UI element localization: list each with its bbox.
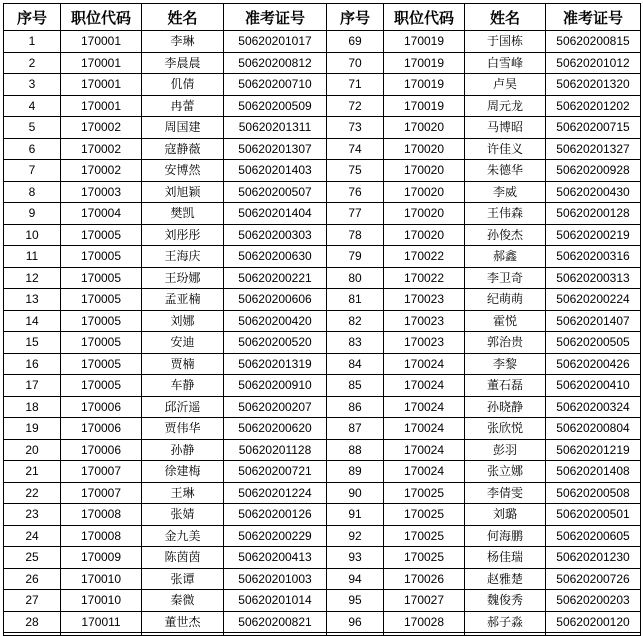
header-seq: 序号 (4, 4, 61, 31)
cell-position-code: 170020 (384, 181, 465, 203)
cell-position-code: 170005 (61, 246, 142, 268)
cell-position-code: 170010 (61, 568, 142, 590)
cell-name: 金九美 (142, 525, 224, 547)
cell-seq: 88 (327, 439, 384, 461)
cell-exam-number: 50620200410 (546, 375, 641, 397)
cell-exam-number: 50620200505 (546, 332, 641, 354)
cell-position-code: 170005 (61, 224, 142, 246)
cell-exam-number: 50620200420 (224, 310, 327, 332)
cell-position-code: 170026 (384, 568, 465, 590)
header-row (4, 4, 641, 31)
cell-name: 周元龙 (465, 95, 546, 117)
cell-cropped (384, 633, 465, 636)
cell-name: 孙俊杰 (465, 224, 546, 246)
table-row (4, 267, 641, 289)
cell-position-code: 170023 (384, 332, 465, 354)
header-name: 姓名 (465, 4, 546, 31)
cell-name: 何海鹏 (465, 525, 546, 547)
cell-position-code: 170024 (384, 461, 465, 483)
cell-position-code: 170024 (384, 375, 465, 397)
cell-position-code: 170002 (61, 160, 142, 182)
table-row (4, 95, 641, 117)
cell-exam-number: 50620200520 (224, 332, 327, 354)
cell-exam-number: 50620200126 (224, 504, 327, 526)
cell-cropped (327, 633, 384, 636)
cell-seq: 16 (4, 353, 61, 375)
cell-position-code: 170001 (61, 95, 142, 117)
cell-seq: 3 (4, 74, 61, 96)
cell-cropped (224, 633, 327, 636)
cell-name: 魏俊秀 (465, 590, 546, 612)
cell-cropped (4, 633, 61, 636)
cell-position-code: 170005 (61, 310, 142, 332)
cell-seq: 20 (4, 439, 61, 461)
cell-position-code: 170003 (61, 181, 142, 203)
cell-name: 纪萌萌 (465, 289, 546, 311)
cell-name: 邱沂遥 (142, 396, 224, 418)
cell-seq: 2 (4, 52, 61, 74)
cell-name: 王琳 (142, 482, 224, 504)
cell-name: 彭羽 (465, 439, 546, 461)
cell-exam-number: 50620201320 (546, 74, 641, 96)
cell-exam-number: 50620200726 (546, 568, 641, 590)
cell-name: 朱德华 (465, 160, 546, 182)
table-row (4, 289, 641, 311)
cell-position-code: 170005 (61, 353, 142, 375)
table-row (4, 160, 641, 182)
cell-name: 李晨晨 (142, 52, 224, 74)
cell-exam-number: 50620201407 (546, 310, 641, 332)
table-row (4, 396, 641, 418)
cell-position-code: 170008 (61, 525, 142, 547)
cell-position-code: 170023 (384, 289, 465, 311)
cell-seq: 22 (4, 482, 61, 504)
cell-name: 刘娜 (142, 310, 224, 332)
cell-position-code: 170002 (61, 117, 142, 139)
cell-name: 郭治贵 (465, 332, 546, 354)
cell-seq: 4 (4, 95, 61, 117)
cell-exam-number: 50620200821 (224, 611, 327, 633)
table-row (4, 181, 641, 203)
cell-exam-number: 50620200804 (546, 418, 641, 440)
cell-exam-number: 50620200324 (546, 396, 641, 418)
header-position-code: 职位代码 (61, 4, 142, 31)
cell-position-code: 170022 (384, 267, 465, 289)
table-row (4, 568, 641, 590)
cell-position-code: 170024 (384, 396, 465, 418)
table-row (4, 504, 641, 526)
cell-name: 刘旭颖 (142, 181, 224, 203)
cell-position-code: 170025 (384, 547, 465, 569)
cell-name: 董石磊 (465, 375, 546, 397)
cell-name: 张谭 (142, 568, 224, 590)
cell-seq: 21 (4, 461, 61, 483)
cell-seq: 78 (327, 224, 384, 246)
cell-exam-number: 50620200303 (224, 224, 327, 246)
cell-seq: 79 (327, 246, 384, 268)
table-row (4, 525, 641, 547)
cell-name: 张立娜 (465, 461, 546, 483)
cell-seq: 28 (4, 611, 61, 633)
cell-name: 郝鑫 (465, 246, 546, 268)
cell-position-code: 170025 (384, 504, 465, 526)
table-row (4, 74, 641, 96)
cell-seq: 76 (327, 181, 384, 203)
cell-position-code: 170020 (384, 117, 465, 139)
cell-exam-number: 50620201012 (546, 52, 641, 74)
cell-seq: 80 (327, 267, 384, 289)
cell-position-code: 170009 (61, 547, 142, 569)
cell-position-code: 170005 (61, 289, 142, 311)
cell-seq: 26 (4, 568, 61, 590)
header-exam-number: 准考证号 (546, 4, 641, 31)
cell-seq: 90 (327, 482, 384, 504)
header-exam-number: 准考证号 (224, 4, 327, 31)
cell-exam-number: 50620200715 (546, 117, 641, 139)
cell-name: 郝子淼 (465, 611, 546, 633)
cell-exam-number: 50620200721 (224, 461, 327, 483)
cell-seq: 74 (327, 138, 384, 160)
cell-position-code: 170002 (61, 138, 142, 160)
table-row (4, 310, 641, 332)
cell-name: 于国栋 (465, 31, 546, 53)
cell-seq: 11 (4, 246, 61, 268)
cell-seq: 85 (327, 375, 384, 397)
cell-name: 樊凯 (142, 203, 224, 225)
cell-position-code: 170007 (61, 461, 142, 483)
cell-position-code: 170024 (384, 353, 465, 375)
cell-exam-number: 50620200128 (546, 203, 641, 225)
cell-exam-number: 50620200606 (224, 289, 327, 311)
cell-name: 王伟森 (465, 203, 546, 225)
cell-exam-number: 50620200815 (546, 31, 641, 53)
table-row (4, 439, 641, 461)
cell-position-code: 170007 (61, 482, 142, 504)
cell-seq: 15 (4, 332, 61, 354)
cell-seq: 1 (4, 31, 61, 53)
cell-name: 董世杰 (142, 611, 224, 633)
cell-seq: 71 (327, 74, 384, 96)
table-row (4, 353, 641, 375)
cell-seq: 10 (4, 224, 61, 246)
cell-exam-number: 50620200812 (224, 52, 327, 74)
cell-seq: 23 (4, 504, 61, 526)
cell-seq: 93 (327, 547, 384, 569)
table-row (4, 138, 641, 160)
cell-name: 安博然 (142, 160, 224, 182)
cell-seq: 94 (327, 568, 384, 590)
cell-seq: 18 (4, 396, 61, 418)
cell-name: 霍悦 (465, 310, 546, 332)
cell-name: 刘彤彤 (142, 224, 224, 246)
cell-name: 刘璐 (465, 504, 546, 526)
cell-exam-number: 50620200508 (546, 482, 641, 504)
table-row (4, 117, 641, 139)
cell-name: 王玢娜 (142, 267, 224, 289)
cell-exam-number: 50620200605 (546, 525, 641, 547)
cell-exam-number: 50620201408 (546, 461, 641, 483)
cell-exam-number: 50620200710 (224, 74, 327, 96)
cell-name: 许佳义 (465, 138, 546, 160)
cell-exam-number: 50620200426 (546, 353, 641, 375)
cell-seq: 72 (327, 95, 384, 117)
cell-exam-number: 50620200928 (546, 160, 641, 182)
cell-seq: 84 (327, 353, 384, 375)
cell-position-code: 170019 (384, 95, 465, 117)
table-row (4, 482, 641, 504)
cell-cropped (465, 633, 546, 636)
cell-seq: 27 (4, 590, 61, 612)
table-row (4, 461, 641, 483)
cell-name: 赵雅楚 (465, 568, 546, 590)
cell-seq: 8 (4, 181, 61, 203)
cell-exam-number: 50620201219 (546, 439, 641, 461)
cell-exam-number: 50620201003 (224, 568, 327, 590)
cell-position-code: 170004 (61, 203, 142, 225)
cell-seq: 70 (327, 52, 384, 74)
cell-name: 王海庆 (142, 246, 224, 268)
cell-seq: 14 (4, 310, 61, 332)
cell-name: 秦微 (142, 590, 224, 612)
cell-position-code: 170022 (384, 246, 465, 268)
cell-position-code: 170028 (384, 611, 465, 633)
cell-position-code: 170005 (61, 267, 142, 289)
cell-position-code: 170010 (61, 590, 142, 612)
cell-name: 李倩雯 (465, 482, 546, 504)
cell-seq: 92 (327, 525, 384, 547)
cell-seq: 87 (327, 418, 384, 440)
cell-name: 周国建 (142, 117, 224, 139)
cell-seq: 91 (327, 504, 384, 526)
cell-position-code: 170005 (61, 375, 142, 397)
cell-name: 马博昭 (465, 117, 546, 139)
cell-name: 寇静薇 (142, 138, 224, 160)
cell-cropped (61, 633, 142, 636)
cell-position-code: 170023 (384, 310, 465, 332)
table-row (4, 375, 641, 397)
cell-position-code: 170008 (61, 504, 142, 526)
cell-position-code: 170001 (61, 74, 142, 96)
cell-name: 李琳 (142, 31, 224, 53)
cell-exam-number: 50620200203 (546, 590, 641, 612)
cell-seq: 9 (4, 203, 61, 225)
cell-seq: 77 (327, 203, 384, 225)
table-row (4, 203, 641, 225)
cell-exam-number: 50620200229 (224, 525, 327, 547)
table-row (4, 31, 641, 53)
cell-name: 杨佳瑞 (465, 547, 546, 569)
cell-name: 李卫奇 (465, 267, 546, 289)
header-name: 姓名 (142, 4, 224, 31)
table-row (4, 246, 641, 268)
table-row (4, 224, 641, 246)
cell-seq: 75 (327, 160, 384, 182)
cell-exam-number: 50620201311 (224, 117, 327, 139)
cell-exam-number: 50620200313 (546, 267, 641, 289)
cell-seq: 89 (327, 461, 384, 483)
cell-name: 孙晓静 (465, 396, 546, 418)
cell-exam-number: 50620200501 (546, 504, 641, 526)
cell-seq: 95 (327, 590, 384, 612)
cell-position-code: 170027 (384, 590, 465, 612)
cell-exam-number: 50620200120 (546, 611, 641, 633)
cell-seq: 86 (327, 396, 384, 418)
cell-seq: 81 (327, 289, 384, 311)
cell-name: 仉倩 (142, 74, 224, 96)
cell-position-code: 170019 (384, 74, 465, 96)
cell-position-code: 170019 (384, 31, 465, 53)
cell-exam-number: 50620200316 (546, 246, 641, 268)
cell-position-code: 170024 (384, 418, 465, 440)
cell-name: 安迪 (142, 332, 224, 354)
cell-position-code: 170025 (384, 482, 465, 504)
header-position-code: 职位代码 (384, 4, 465, 31)
cell-position-code: 170005 (61, 332, 142, 354)
cell-exam-number: 50620200219 (546, 224, 641, 246)
cell-exam-number: 50620200430 (546, 181, 641, 203)
cell-name: 张婧 (142, 504, 224, 526)
cell-exam-number: 50620201230 (546, 547, 641, 569)
cell-exam-number: 50620201403 (224, 160, 327, 182)
cell-cropped (546, 633, 641, 636)
cell-exam-number: 50620200630 (224, 246, 327, 268)
cell-position-code: 170019 (384, 52, 465, 74)
cell-position-code: 170020 (384, 160, 465, 182)
cell-seq: 82 (327, 310, 384, 332)
cell-seq: 13 (4, 289, 61, 311)
cell-seq: 73 (327, 117, 384, 139)
cell-exam-number: 50620200413 (224, 547, 327, 569)
cell-seq: 24 (4, 525, 61, 547)
cell-position-code: 170006 (61, 418, 142, 440)
cell-exam-number: 50620201404 (224, 203, 327, 225)
cell-exam-number: 50620200620 (224, 418, 327, 440)
cell-name: 白雪峰 (465, 52, 546, 74)
table-row-cropped (4, 633, 641, 636)
cell-exam-number: 50620200207 (224, 396, 327, 418)
cell-seq: 19 (4, 418, 61, 440)
table-row (4, 590, 641, 612)
cell-name: 张欣悦 (465, 418, 546, 440)
table-row (4, 52, 641, 74)
cell-name: 徐建梅 (142, 461, 224, 483)
cell-exam-number: 50620201307 (224, 138, 327, 160)
cell-exam-number: 50620200221 (224, 267, 327, 289)
cell-name: 车静 (142, 375, 224, 397)
cell-name: 陈茵茵 (142, 547, 224, 569)
cell-seq: 69 (327, 31, 384, 53)
cell-position-code: 170024 (384, 439, 465, 461)
table-row (4, 611, 641, 633)
cell-position-code: 170020 (384, 203, 465, 225)
cell-name: 孙静 (142, 439, 224, 461)
cell-exam-number: 50620200910 (224, 375, 327, 397)
cell-name: 孟亚楠 (142, 289, 224, 311)
cell-exam-number: 50620200509 (224, 95, 327, 117)
cell-position-code: 170006 (61, 396, 142, 418)
table-row (4, 547, 641, 569)
table-row (4, 418, 641, 440)
cell-position-code: 170006 (61, 439, 142, 461)
cell-position-code: 170020 (384, 138, 465, 160)
cell-name: 贾伟华 (142, 418, 224, 440)
cell-position-code: 170025 (384, 525, 465, 547)
cell-exam-number: 50620201202 (546, 95, 641, 117)
candidate-table (3, 3, 641, 636)
cell-name: 卢昊 (465, 74, 546, 96)
cell-exam-number: 50620201319 (224, 353, 327, 375)
cell-exam-number: 50620200224 (546, 289, 641, 311)
cell-seq: 12 (4, 267, 61, 289)
cell-exam-number: 50620201327 (546, 138, 641, 160)
cell-exam-number: 50620201128 (224, 439, 327, 461)
header-seq: 序号 (327, 4, 384, 31)
cell-name: 贾楠 (142, 353, 224, 375)
cell-position-code: 170001 (61, 52, 142, 74)
cell-seq: 17 (4, 375, 61, 397)
cell-name: 李黎 (465, 353, 546, 375)
cell-seq: 96 (327, 611, 384, 633)
cell-cropped (142, 633, 224, 636)
cell-seq: 7 (4, 160, 61, 182)
cell-exam-number: 50620201017 (224, 31, 327, 53)
cell-name: 李威 (465, 181, 546, 203)
cell-exam-number: 50620201224 (224, 482, 327, 504)
cell-position-code: 170011 (61, 611, 142, 633)
table-row (4, 332, 641, 354)
cell-name: 冉蕾 (142, 95, 224, 117)
cell-position-code: 170020 (384, 224, 465, 246)
cell-seq: 6 (4, 138, 61, 160)
cell-seq: 25 (4, 547, 61, 569)
cell-seq: 83 (327, 332, 384, 354)
cell-position-code: 170001 (61, 31, 142, 53)
cell-seq: 5 (4, 117, 61, 139)
cell-exam-number: 50620200507 (224, 181, 327, 203)
cell-exam-number: 50620201014 (224, 590, 327, 612)
